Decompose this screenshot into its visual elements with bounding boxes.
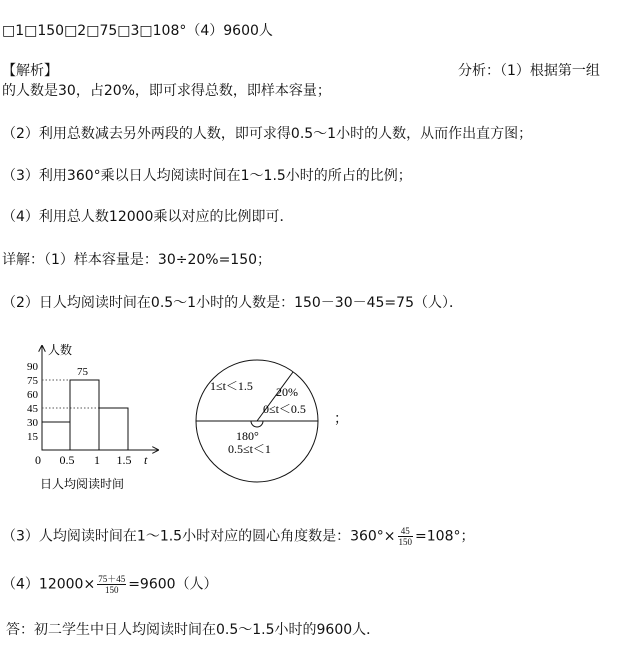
bar-value-label: 75	[77, 366, 88, 378]
detail-step-1: 详解：（1）样本容量是：30÷20%=150；	[2, 252, 272, 268]
pie-label-0.5-1: 0.5≤t＜1	[228, 442, 271, 456]
pie-label-percent: 20%	[276, 385, 298, 399]
step4-prefix: （4）12000×	[2, 576, 96, 593]
pie-chart	[190, 358, 330, 498]
y-tick-90: 90	[27, 361, 38, 373]
step3-fraction	[398, 526, 414, 547]
step4-denominator: 150	[104, 585, 119, 595]
y-axis-label: 人数	[48, 343, 73, 357]
x-tick-1: 1	[94, 453, 100, 467]
pie-label-1-1.5: 1≤t＜1.5	[210, 379, 253, 393]
detail-step-3	[2, 526, 474, 547]
jiexi-label: 【解析】	[2, 63, 58, 79]
bar-0.5-1	[70, 380, 99, 450]
after-charts-semicolon: ；	[334, 411, 348, 427]
step3-numerator: 45	[398, 526, 414, 537]
step3-denominator: 150	[398, 537, 413, 547]
pie-label-0-0.5: 0≤t＜0.5	[263, 402, 306, 416]
analysis-intro: 分析：（1）根据第一组	[458, 63, 600, 79]
analysis-line-2: （2）利用总数减去另外两段的人数，即可求得0.5～1小时的人数，从而作出直方图；	[2, 126, 533, 142]
y-tick-75: 75	[27, 375, 38, 387]
analysis-line-4: （4）利用总人数12000乘以对应的比例即可．	[2, 209, 294, 225]
angle-arc	[251, 421, 263, 427]
pie-label-angle: 180°	[236, 429, 259, 443]
y-tick-60: 60	[27, 389, 38, 401]
x-tick-0: 0	[35, 453, 41, 467]
x-tick-1.5: 1.5	[116, 453, 132, 467]
histogram-chart	[10, 338, 170, 498]
y-tick-15: 15	[27, 431, 38, 443]
x-axis-label: 日人均阅读时间	[40, 477, 125, 491]
step3-suffix: =108°；	[415, 528, 475, 545]
step4-suffix: =9600（人）	[128, 576, 218, 593]
x-tick-0.5: 0.5	[59, 453, 75, 467]
y-tick-30: 30	[27, 417, 38, 429]
x-axis-symbol: t	[144, 453, 148, 467]
step4-numerator: 75＋45	[98, 574, 126, 584]
analysis-line-3: （3）利用360°乘以日人均阅读时间在1～1.5小时的所占的比例；	[2, 168, 412, 184]
bar-0-0.5	[42, 422, 70, 450]
step4-fraction	[97, 574, 126, 595]
answers-line: □1□150□2□75□3□108°（4）9600人	[2, 23, 273, 39]
y-tick-45: 45	[27, 403, 38, 415]
conclusion: 答：初二学生中日人均阅读时间在0.5～1.5小时的9600人．	[6, 622, 381, 638]
detail-step-2: （2）日人均阅读时间在0.5～1小时的人数是：150－30－45=75（人）．	[2, 295, 463, 311]
bar-1-1.5	[99, 408, 128, 450]
analysis-line-1: 的人数是30，占20%，即可求得总数，即样本容量；	[2, 83, 331, 99]
step3-prefix: （3）人均阅读时间在1～1.5小时对应的圆心角度数是：360°×	[2, 528, 396, 545]
detail-step-4	[2, 574, 218, 595]
